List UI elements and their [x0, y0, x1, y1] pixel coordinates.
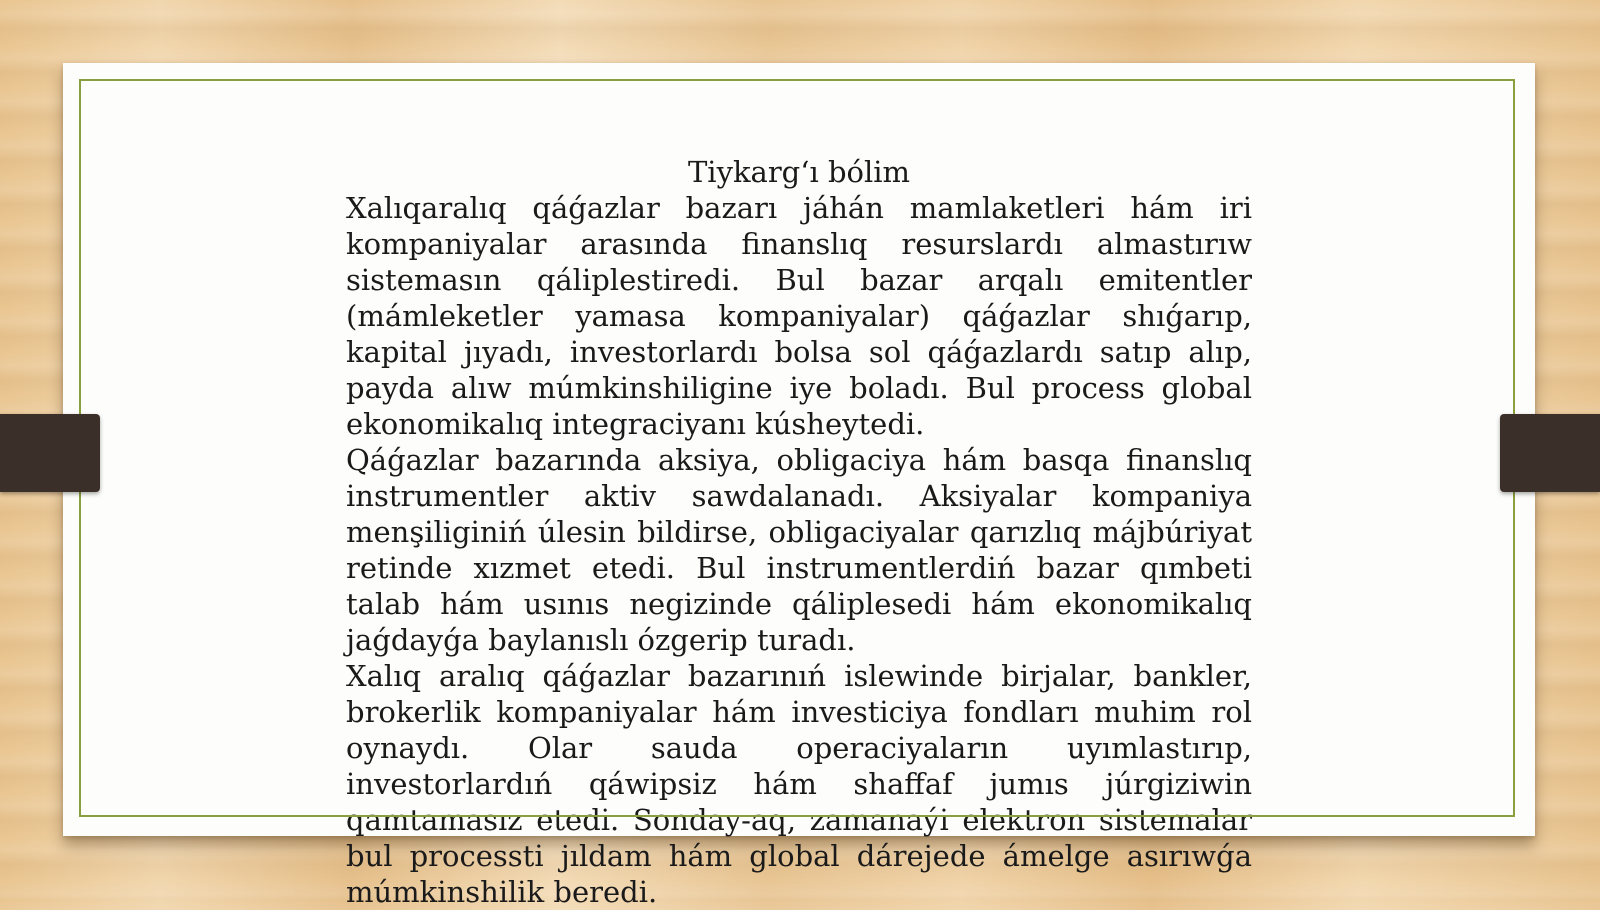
slide-title: Tiykarg‘ı bólim: [687, 155, 911, 189]
left-decorative-tab: [0, 414, 100, 492]
right-decorative-tab: [1500, 414, 1600, 492]
body-paragraph-2: Qáǵazlar bazarında aksiya, obligaciya hám basqa finanslıq instrumentler aktiv sawdalanadı. Aksiyalar kompaniya menşiliginiń úlesin bildirse, obligaciyalar qarızlıq májbúriyat retinde xızmet etedi. Bul instrumentlerdiń bazar qımbeti talab hám usınıs negizinde qáliplesedi hám ekonomikalıq jaǵdayǵa baylanıslı ózgerip turadı.: [346, 443, 1252, 657]
slide-text-block: [346, 154, 1252, 910]
body-paragraph-1: Xalıqaralıq qáǵazlar bazarı jáhán mamlaketleri hám iri kompaniyalar arasında finanslıq resurslardı almastırıw sistemasın qáliplestiredi. Bul bazar arqalı emitentler (mámleketler yamasa kompaniyalar) qáǵazlar shıǵarıp, kapital jıyadı, investorlardı bolsa sol qáǵazlardı satıp alıp, payda alıw múmkinshiligine iye boladı. Bul process global ekonomikalıq integraciyanı kúsheytedi.: [346, 191, 1252, 441]
body-paragraph-3: Xalıq aralıq qáǵazlar bazarınıń islewinde birjalar, bankler, brokerlik kompaniyalar hám investiciya fondları muhim rol oynaydı. Olar sauda operaciyaların uyımlastırıp, investorlardıń qáwipsiz hám shaffaf jumıs júrgiziwin qamtamasız etedi. Sonday-aq, zamanaýi elektron sistemalar bul processti jıldam hám global dárejede ámelge asırıwǵa múmkinshilik beredi.: [346, 659, 1252, 909]
